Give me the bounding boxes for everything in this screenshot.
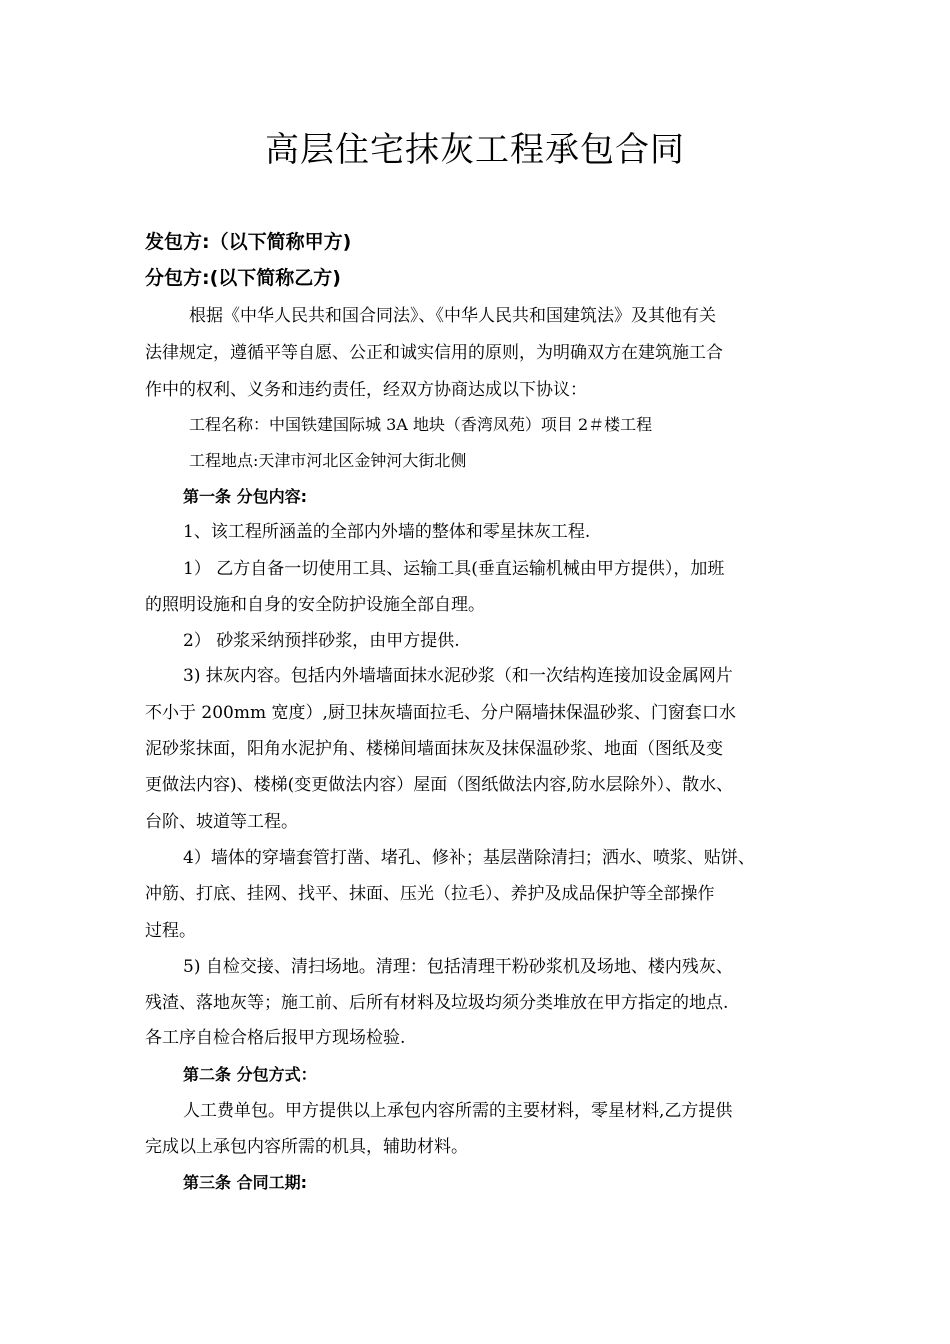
text-line: 2） 砂浆采纳预拌砂浆，由甲方提供.: [183, 631, 460, 651]
text-line: 4）墙体的穿墙套管打凿、堵孔、修补；基层凿除清扫；洒水、喷浆、贴饼、: [183, 848, 755, 868]
section-heading-3: 第三条 合同工期:: [183, 1173, 307, 1192]
section-heading-2: 第二条 分包方式：: [183, 1065, 317, 1084]
text-line: 冲筋、打底、挂网、找平、抹面、压光（拉毛）、养护及成品保护等全部操作: [145, 884, 715, 904]
text-line: 台阶、坡道等工程。: [145, 812, 298, 832]
text-line: 更做法内容)、楼梯(变更做法内容）屋面（图纸做法内容,防水层除外）、散水、: [145, 775, 734, 795]
party-a-label: 发包方:（以下简称甲方): [145, 231, 352, 253]
text-line: 工程地点:天津市河北区金钟河大街北侧: [189, 451, 467, 470]
party-b-label: 分包方:(以下简称乙方): [145, 267, 341, 289]
text-line: 法律规定，遵循平等自愿、公正和诚实信用的原则，为明确双方在建筑施工合: [145, 343, 723, 363]
text-line: 过程。: [145, 921, 196, 941]
text-line: 残渣、落地灰等；施工前、后所有材料及垃圾均须分类堆放在甲方指定的地点.: [145, 993, 729, 1013]
text-line: 的照明设施和自身的安全防护设施全部自理。: [145, 595, 485, 615]
text-line: 人工费单包。甲方提供以上承包内容所需的主要材料，零星材料,乙方提供: [183, 1101, 733, 1121]
text-line: 3) 抹灰内容。包括内外墙墙面抹水泥砂浆（和一次结构连接加设金属网片: [183, 666, 733, 686]
text-line: 1、该工程所涵盖的全部内外墙的整体和零星抹灰工程.: [183, 522, 591, 542]
text-line: 5) 自检交接、清扫场地。清理：包括清理干粉砂浆机及场地、楼内残灰、: [183, 957, 733, 977]
text-line: 工程名称：中国铁建国际城 3A 地块（香湾凤苑）项目 2＃楼工程: [189, 415, 653, 434]
text-line: 完成以上承包内容所需的机具，辅助材料。: [145, 1137, 468, 1157]
text-line: 不小于 200mm 宽度）,厨卫抹灰墙面拉毛、分户隔墙抹保温砂浆、门窗套口水: [145, 703, 736, 723]
text-line: 1） 乙方自备一切使用工具、运输工具(垂直运输机械由甲方提供），加班: [183, 559, 725, 579]
document-title: 高层住宅抹灰工程承包合同: [265, 130, 685, 170]
text-line: 泥砂浆抹面，阳角水泥护角、楼梯间墙面抹灰及抹保温砂浆、地面（图纸及变: [145, 739, 723, 759]
section-heading-1: 第一条 分包内容:: [183, 487, 307, 506]
text-line: 作中的权利、义务和违约责任，经双方协商达成以下协议：: [145, 380, 587, 400]
text-line: 根据《中华人民共和国合同法》、《中华人民共和国建筑法》及其他有关: [189, 306, 716, 326]
text-line: 各工序自检合格后报甲方现场检验.: [145, 1028, 406, 1048]
